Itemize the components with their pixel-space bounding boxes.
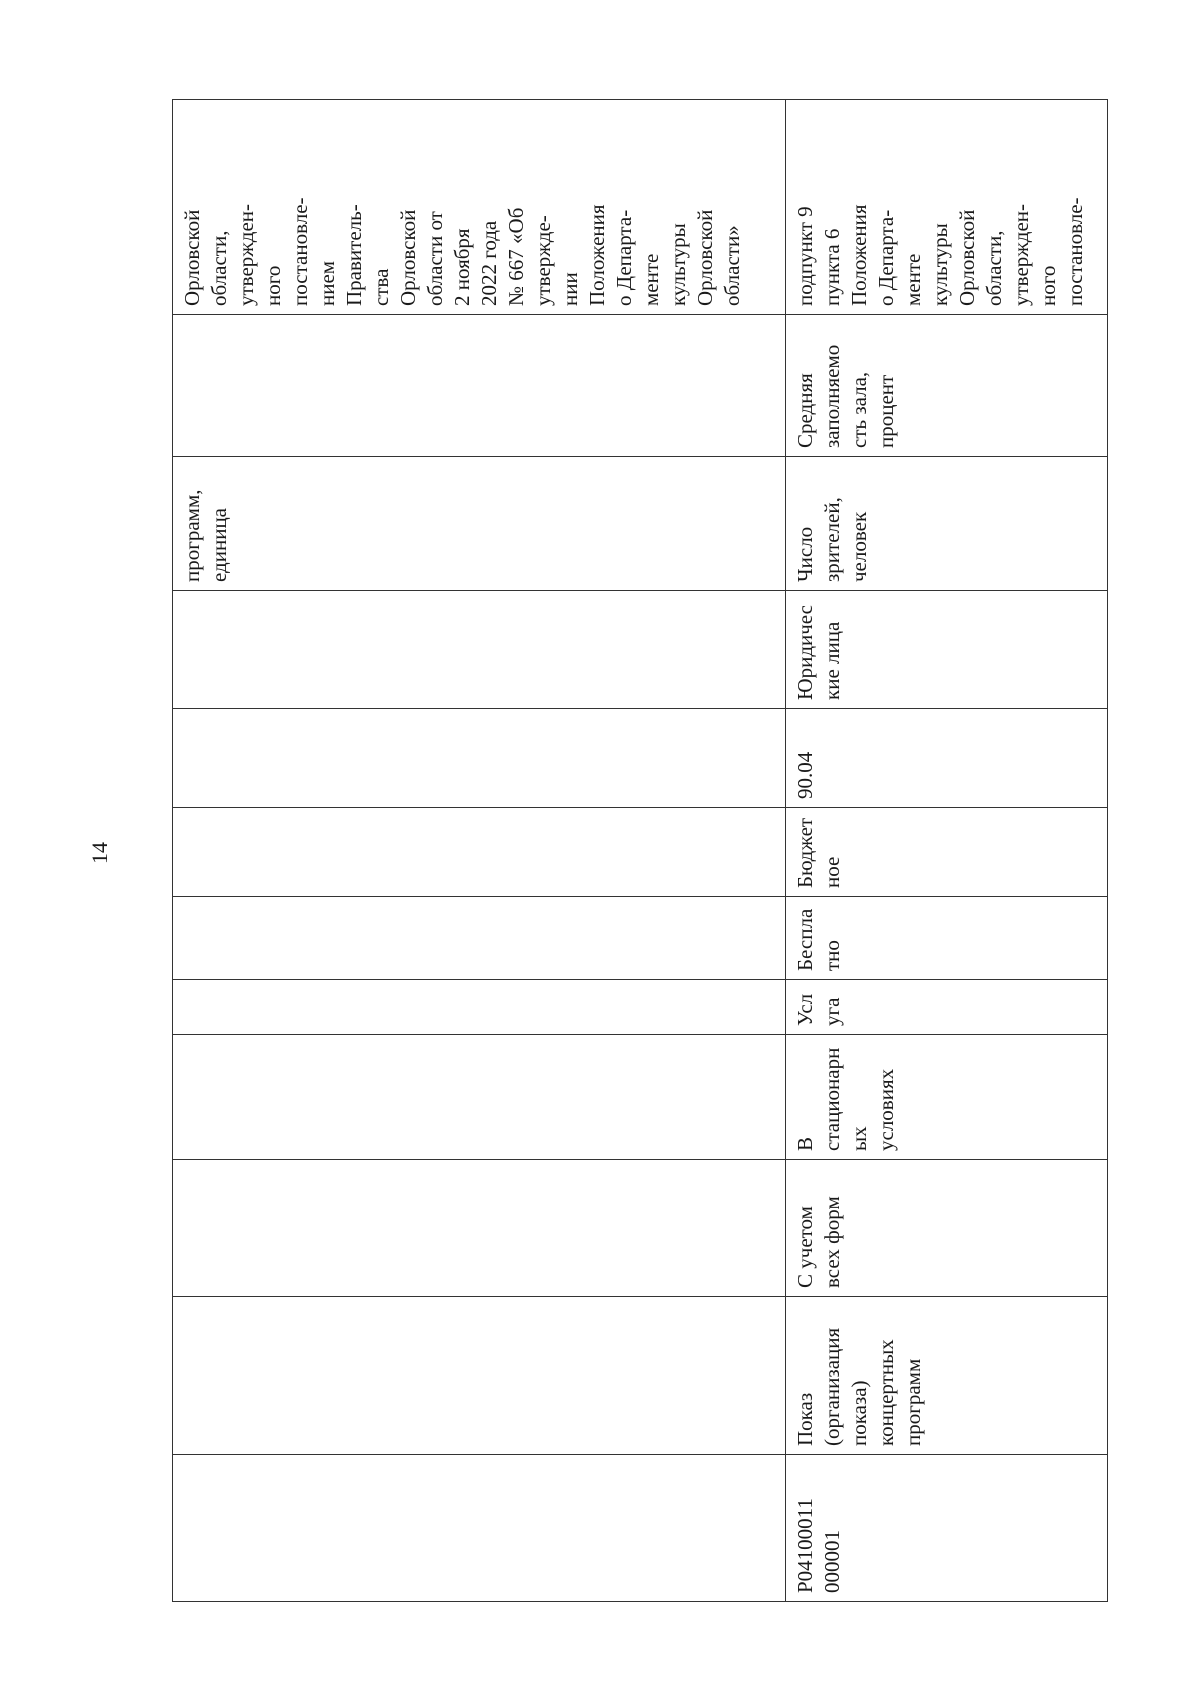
table-cell xyxy=(173,1160,786,1297)
table-cell xyxy=(786,808,1108,897)
registry-code: Р04100011 000001 xyxy=(793,1498,844,1593)
table-cell xyxy=(173,100,786,315)
provision-conditions: В стационарн ых условиях xyxy=(793,1047,898,1151)
cell-text: программ, единица xyxy=(180,489,231,582)
table-cell xyxy=(173,808,786,897)
table-row-bottom xyxy=(786,100,1108,1602)
quality-indicator: Средняя заполняемо сть зала, процент xyxy=(793,344,898,448)
cell-text: Орловской области, утвержден- ного постановле- нием Правитель- ства Орловской области от 2 ноября 2022 года № 667 «Об утвержде- нии Положения о Департа- менте культуры Орловской области» xyxy=(180,197,744,306)
table-cell xyxy=(786,1160,1108,1297)
table-cell xyxy=(786,457,1108,591)
table-cell xyxy=(786,100,1108,315)
table-cell xyxy=(786,591,1108,709)
table-cell xyxy=(786,897,1108,980)
volume-indicator: Число зрителей, человек xyxy=(793,497,871,582)
table-cell xyxy=(786,315,1108,457)
table-cell xyxy=(173,591,786,709)
consumer-category: Юридичес кие лица xyxy=(793,605,844,700)
institution-type: Бюджет ное xyxy=(793,817,844,888)
table-cell xyxy=(173,1297,786,1455)
table-row-top xyxy=(173,100,786,1602)
table-cell xyxy=(786,1035,1108,1160)
form-scope: С учетом всех форм xyxy=(793,1196,844,1288)
service-name: Показ (организация показа) концертных программ xyxy=(793,1327,925,1446)
table-cell xyxy=(173,1035,786,1160)
table-cell xyxy=(173,457,786,591)
okved-code: 90.04 xyxy=(793,751,817,799)
table-cell xyxy=(786,1297,1108,1455)
page-number: 14 xyxy=(87,842,112,864)
table-cell xyxy=(173,709,786,808)
legal-basis: подпункт 9 пункта 6 Положения о Департа- менте культуры Орловской области, утвержден- ного постановле- xyxy=(793,197,1087,306)
table-cell xyxy=(786,1455,1108,1602)
table-cell xyxy=(786,709,1108,808)
table-cell xyxy=(173,1455,786,1602)
rotated-table-container xyxy=(172,100,1107,1602)
payment-type: Беспла тно xyxy=(793,908,844,971)
service-table xyxy=(172,99,1108,1602)
table-cell xyxy=(173,897,786,980)
service-type: Усл уга xyxy=(793,993,844,1026)
table-cell xyxy=(173,980,786,1035)
table-cell xyxy=(786,980,1108,1035)
table-cell xyxy=(173,315,786,457)
